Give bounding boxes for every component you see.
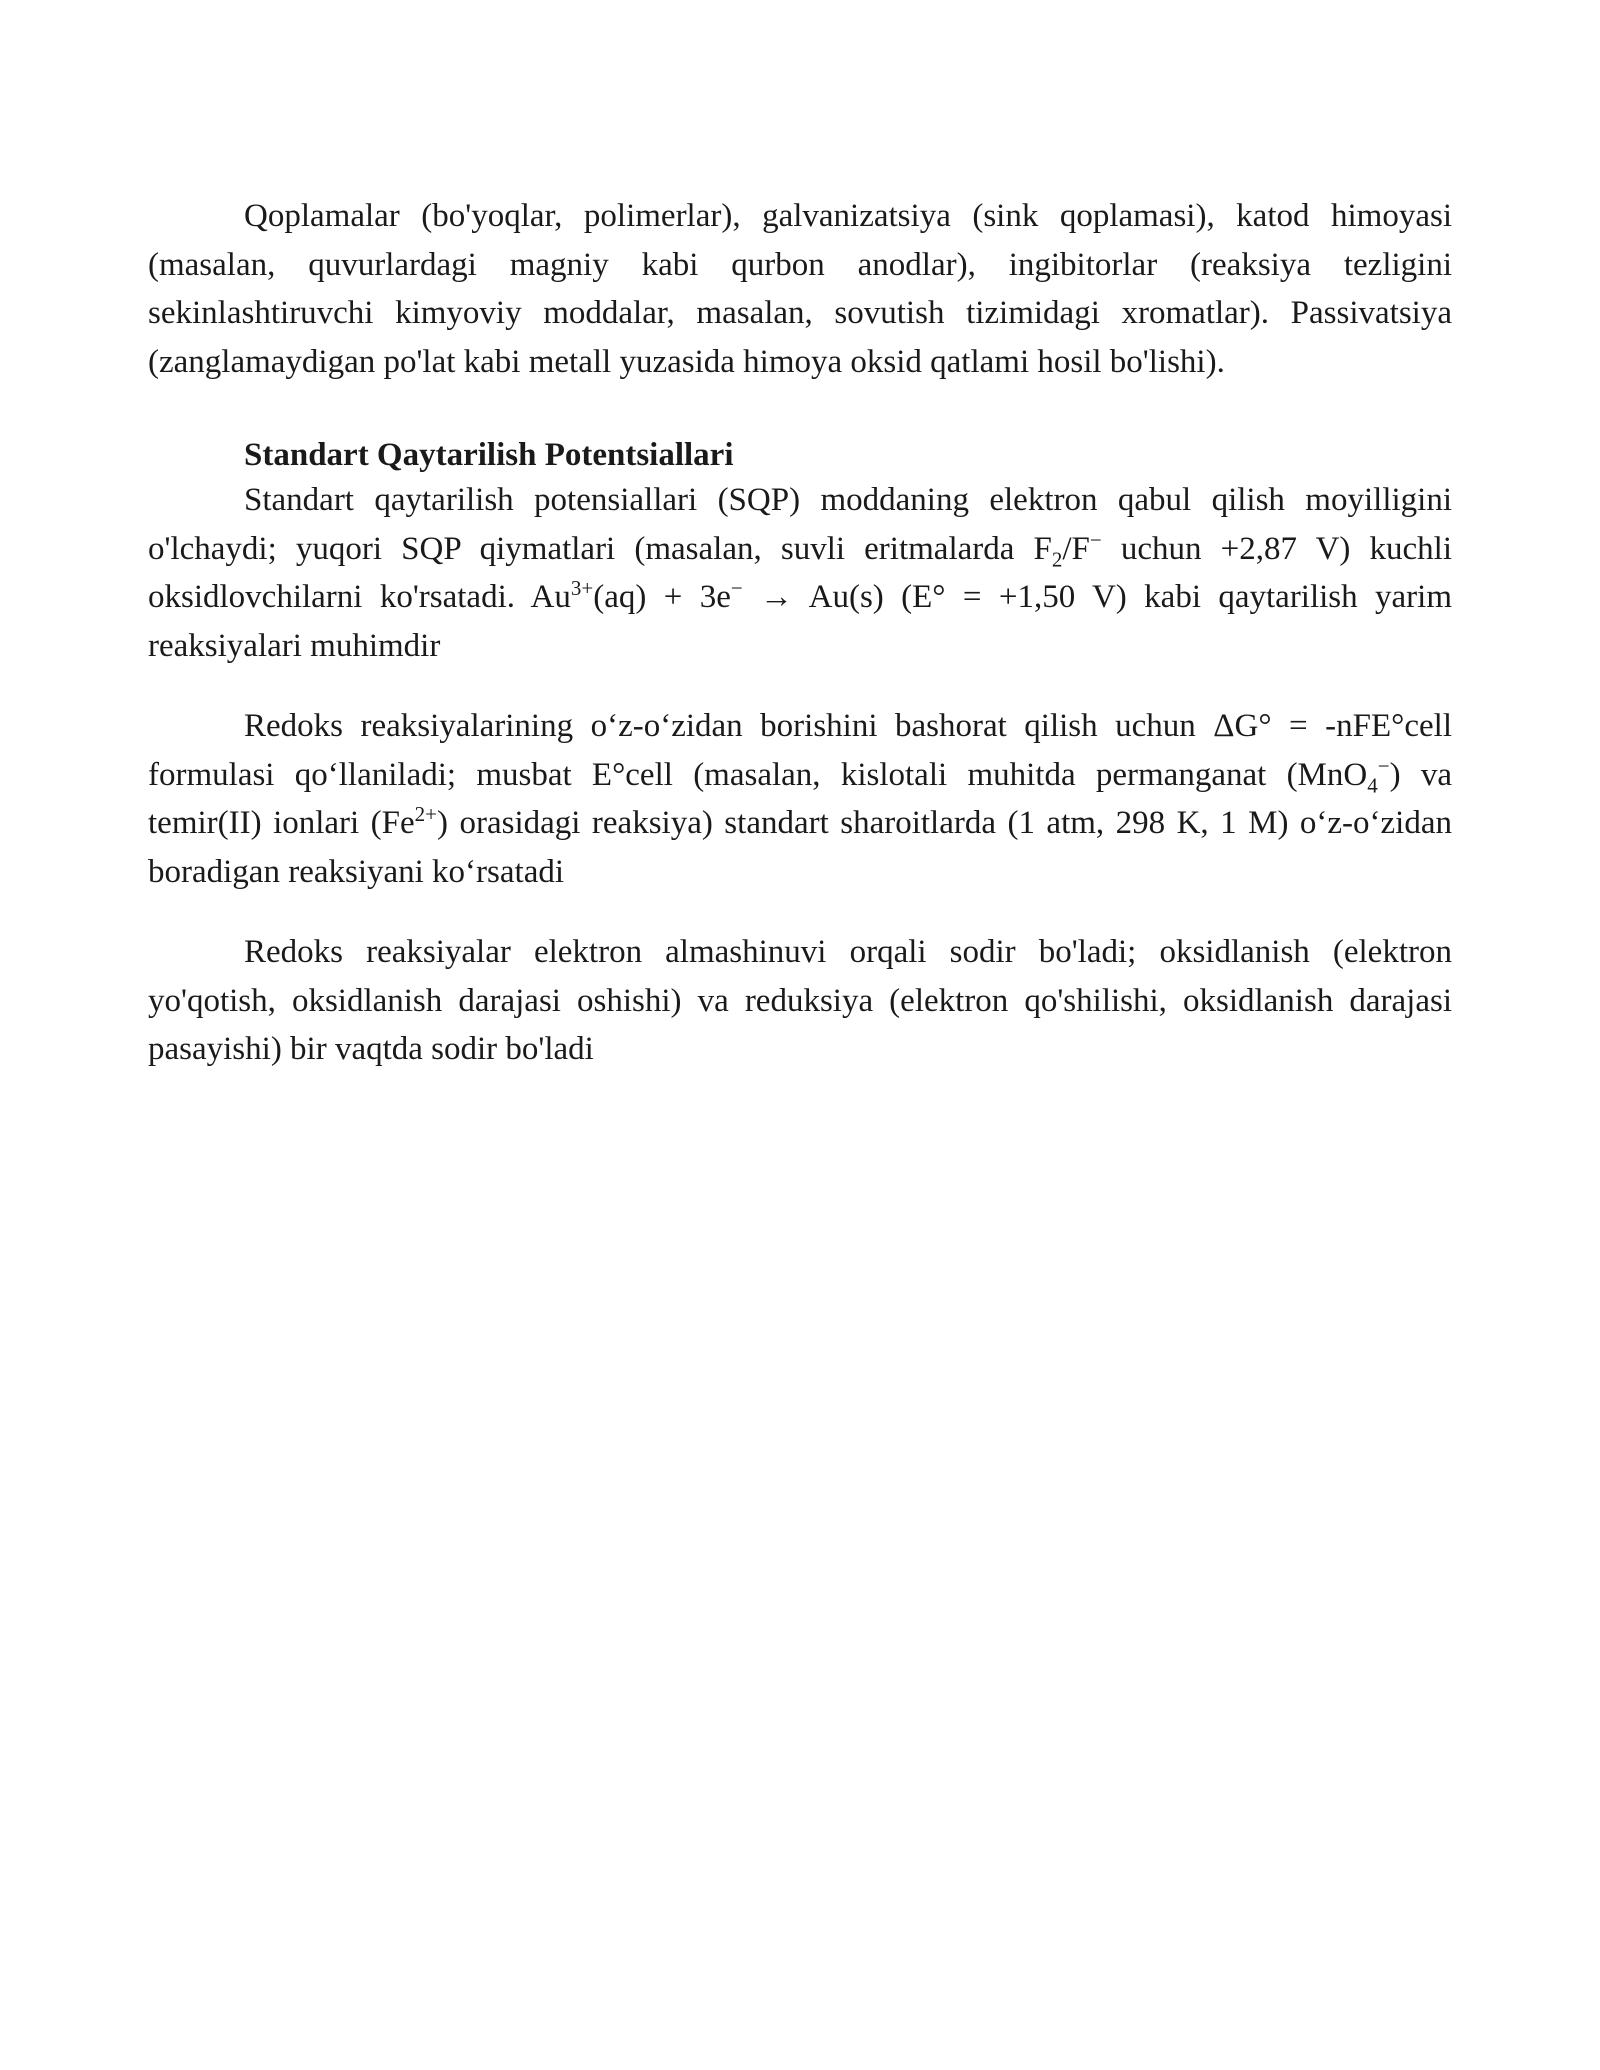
superscript: 3+ [570,576,594,600]
text-segment: ) orasidagi reaksiya) standart sharoitlarda (1 atm, 298 K, 1 M) o‘z-o‘zidan boradigan reaksiyani ko‘rsatadi [148,805,1452,890]
text-segment: ) va temir(II) ionlari (Fe [148,756,1453,841]
subscript: 2 [1051,547,1063,572]
document-page [148,192,1452,1074]
superscript: − [730,576,743,600]
text-segment: /F [1062,530,1090,567]
section-heading: Standart Qaytarilish Potentsiallari [244,437,734,473]
text-segment: → Au(s) (E° = +1,50 V) kabi qaytarilish yarim reaksiyalari muhimdir [148,579,1452,664]
subscript: 4 [1367,773,1378,798]
text-segment: Standart qaytarilish potensiallari (SQP) moddaning elektron qabul qilish moyilligini o'lchaydi; yuqori SQP qiymatlari (masalan, suvli eritmalarda F [148,482,1452,567]
text-segment: uchun +2,87 V) kuchli oksidlovchilarni ko'rsatadi. Au [148,530,1452,615]
superscript: − [1377,753,1390,778]
paragraph-gibbs-energy [148,702,1452,896]
text-segment: Redoks reaksiyalarining o‘z-o‘zidan borishini bashorat qilish uchun ΔG° = -nFE°cell formulasi qo‘llaniladi; musbat E°cell (masalan, kislotali muhitda permanganat (MnO [148,708,1452,793]
text-segment: (aq) + 3e [593,579,731,615]
superscript: 2+ [414,802,438,826]
paragraph-standard-potentials [148,476,1452,670]
paragraph-redox: Redoks reaksiyalar elektron almashinuvi orqali sodir bo'ladi; oksidlanish (elektron yo'qotish, oksidlanish darajasi oshishi) va reduksiya (elektron qo'shilishi, oksidlanish darajasi pasayishi) bir vaqtda sodir bo'ladi [148,934,1452,1067]
superscript: − [1089,527,1102,552]
paragraph-coatings: Qoplamalar (bo'yoqlar, polimerlar), galvanizatsiya (sink qoplamasi), katod himoyasi (masalan, quvurlardagi magniy kabi qurbon anodlar), ingibitorlar (reaksiya tezligini sekinlashtiruvchi kimyoviy moddalar, masalan, sovutish tizimidagi xromatlar). Passivatsiya (zanglamaydigan po'lat kabi metall yuzasida himoya oksid qatlami hosil bo'lishi). [148,198,1452,380]
